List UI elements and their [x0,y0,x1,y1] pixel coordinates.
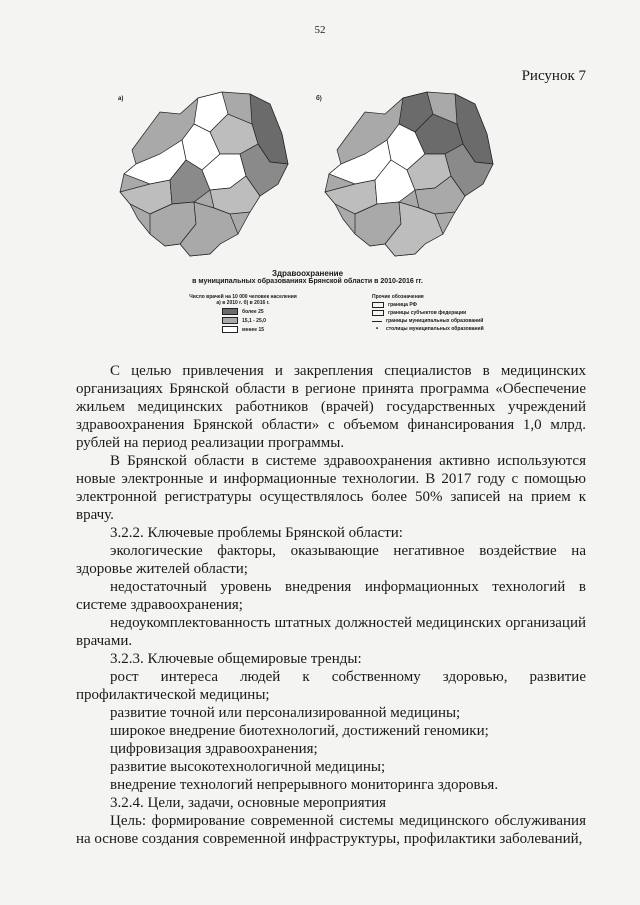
legend-label: 15,1 - 25,0 [242,317,266,324]
legend-item-subject-border [372,310,512,316]
section-heading: 3.2.4. Цели, задачи, основные мероприятия [110,795,387,811]
legend-label: граница РФ [388,302,417,308]
map-a [120,92,288,256]
legend-label: границы муниципальных образований [386,318,484,324]
paragraph: С целью привлечения и закрепления специалистов в медицинских организациях Брянской области в регионе принята программа «Обеспечение жильем медицинских работников (врачей) государственных учреждений здравоохранения Брянской области» с объемом финансирования 1,0 млрд. рублей на период реализации программы. [76,363,586,451]
legend-density [168,294,318,333]
legend-swatch [372,302,384,308]
legend-density-heading: Число врачей на 10 000 человек населения [189,294,297,300]
legend-swatch [222,326,238,333]
legend-label: границы субъектов федерации [388,310,467,316]
map-title-line2: в муниципальных образованиях Брянской области в 2010-2016 гг. [192,278,423,285]
section-heading: 3.2.3. Ключевые общемировые тренды: [110,651,362,667]
legend-item-rf-border [372,302,512,308]
legend-dot-icon: • [375,326,379,332]
list-item: развитие высокотехнологичной медицины; [110,759,386,775]
list-item: рост интереса людей к собственному здоровью, развитие профилактической медицины; [76,669,586,703]
paragraph: В Брянской области в системе здравоохранения активно используются новые электронные и информационные технологии. В 2017 году с помощью электронной регистратуры осуществлялось более 50% записей на прием к врачу. [76,453,586,523]
map-b-letter: б) [316,96,322,102]
body-text [76,362,586,848]
map-a-letter: а) [118,96,124,102]
list-item: широкое внедрение биотехнологий, достижений геномики; [110,723,489,739]
list-item: недоукомплектованность штатных должностей медицинских организаций врачами. [76,615,586,649]
legend-label: менее 15 [242,326,265,333]
list-item: цифровизация здравоохранения; [110,741,318,757]
legend-density-subheading: а) в 2010 г. б) в 2016 г. [216,300,270,306]
map-title [110,270,505,286]
map-title-line1: Здравоохранение [271,269,344,278]
legend-swatch [222,308,238,315]
section-heading: 3.2.2. Ключевые проблемы Брянской области: [110,525,403,541]
list-item: недостаточный уровень внедрения информационных технологий в системе здравоохранения; [76,579,586,613]
map-figure [110,84,505,349]
list-item: внедрение технологий непрерывного мониторинга здоровья. [110,777,499,793]
paragraph: Цель: формирование современной системы медицинского обслуживания на основе создания современной инфраструктуры, профилактики заболеваний, [76,813,586,847]
map-b [325,92,493,256]
legend-swatch [372,310,384,316]
legend-item-municipal-border [372,318,512,324]
region-maps-image [110,84,505,269]
page-number: 52 [314,24,326,36]
legend-label: столицы муниципальных образований [386,326,484,332]
legend-item-mid [222,317,318,324]
list-item: экологические факторы, оказывающие негативное воздействие на здоровье жителей области; [76,543,586,577]
figure-label: Рисунок 7 [521,68,586,84]
list-item: развитие точной или персонализированной медицины; [110,705,461,721]
legend-label: более 25 [242,308,264,315]
legend-item-high [222,308,318,315]
legend-swatch [372,321,382,322]
legend-item-capital [372,326,512,332]
legend-other [372,294,512,332]
legend-item-low [222,326,318,333]
legend-swatch [222,317,238,324]
legend-other-heading: Прочие обозначения [372,294,424,300]
